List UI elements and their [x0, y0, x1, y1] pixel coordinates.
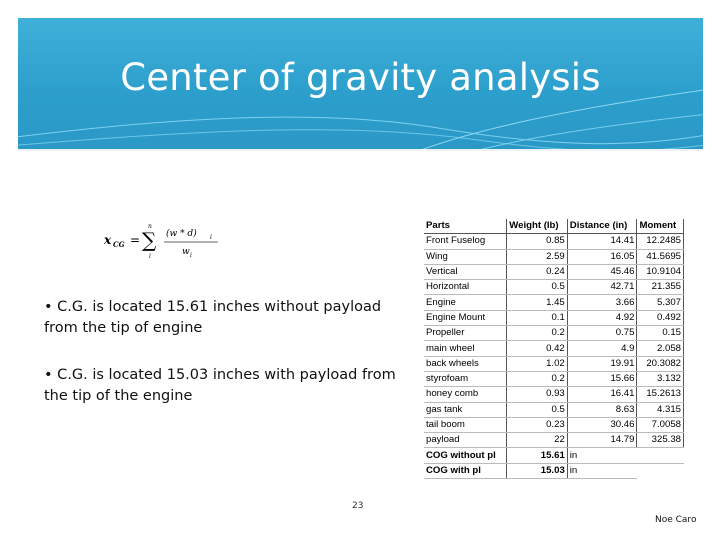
cell-distance: 30.46: [567, 417, 637, 432]
cell-weight: 0.5: [507, 402, 568, 417]
cell-distance: 3.66: [567, 295, 637, 310]
formula-denominator: w: [182, 247, 190, 257]
formula-lhs-sub: CG: [113, 240, 125, 249]
cell-weight: 0.93: [507, 387, 568, 402]
cell-moment: 41.5695: [637, 249, 684, 264]
author-name: Noe Caro: [655, 515, 697, 525]
col-header-distance: Distance (in): [567, 219, 637, 234]
formula-sum-upper: n: [148, 223, 152, 230]
cell-weight: 0.85: [507, 234, 568, 249]
cell-moment: 10.9104: [637, 264, 684, 279]
table-row: [424, 356, 684, 371]
cell-weight: 0.42: [507, 341, 568, 356]
cell-total-unit: in: [567, 463, 637, 478]
bullet-cg-with-payload: • C.G. is located 15.03 inches with payload from the tip of the engine: [44, 367, 396, 404]
cell-moment: 20.3082: [637, 356, 684, 371]
cell-part: payload: [424, 433, 507, 448]
table-row: [424, 280, 684, 295]
cell-moment: 12.2485: [637, 234, 684, 249]
cell-part: Vertical: [424, 264, 507, 279]
table-row: [424, 310, 684, 325]
cell-weight: 0.2: [507, 326, 568, 341]
cell-part: Wing: [424, 249, 507, 264]
table-row: [424, 264, 684, 279]
cell-weight: 22: [507, 433, 568, 448]
cell-distance: 4.9: [567, 341, 637, 356]
cell-moment: 2.058: [637, 341, 684, 356]
cg-formula-graphic: [100, 218, 230, 264]
cell-weight: 0.5: [507, 280, 568, 295]
table-row: [424, 295, 684, 310]
cell-total-unit: in: [567, 448, 637, 463]
cell-moment: 7.0058: [637, 417, 684, 432]
page-number: 23: [352, 501, 364, 511]
cell-part: tail boom: [424, 417, 507, 432]
cell-part: gas tank: [424, 402, 507, 417]
cell-part: Engine: [424, 295, 507, 310]
cell-part: Horizontal: [424, 280, 507, 295]
table-row: [424, 341, 684, 356]
cell-part: Propeller: [424, 326, 507, 341]
cell-distance: 0.75: [567, 326, 637, 341]
table-row-cog-with-payload: [424, 463, 684, 478]
cell-moment: 15.2613: [637, 387, 684, 402]
table-row-cog-without-payload: [424, 448, 684, 463]
formula-equals: =: [130, 233, 141, 247]
cell-distance: 45.46: [567, 264, 637, 279]
cell-distance: 15.66: [567, 371, 637, 386]
cg-formula: [100, 218, 230, 264]
table-header-row: [424, 219, 684, 234]
cell-total-label: COG with pl: [424, 463, 507, 478]
table-row: [424, 326, 684, 341]
formula-numerator-sub: i: [210, 234, 212, 241]
cell-moment: 0.15: [637, 326, 684, 341]
cell-part: Front Fuselog: [424, 234, 507, 249]
cell-distance: 14.41: [567, 234, 637, 249]
table-row: [424, 402, 684, 417]
table-row: [424, 371, 684, 386]
cell-part: Engine Mount: [424, 310, 507, 325]
cell-empty: [637, 463, 684, 478]
formula-sum-lower: i: [149, 253, 151, 260]
cell-distance: 19.91: [567, 356, 637, 371]
cell-distance: 4.92: [567, 310, 637, 325]
formula-numerator: (w * d): [166, 229, 197, 239]
cell-weight: 0.24: [507, 264, 568, 279]
col-header-parts: Parts: [424, 219, 507, 234]
table-row: [424, 387, 684, 402]
table-row: [424, 433, 684, 448]
cell-moment: 5.307: [637, 295, 684, 310]
formula-sum: ∑: [142, 228, 157, 252]
cell-weight: 0.2: [507, 371, 568, 386]
cell-part: main wheel: [424, 341, 507, 356]
cell-distance: 42.71: [567, 280, 637, 295]
cell-distance: 14.79: [567, 433, 637, 448]
cell-moment: 0.492: [637, 310, 684, 325]
cell-weight: 1.02: [507, 356, 568, 371]
cell-total-label: COG without pl: [424, 448, 507, 463]
cell-weight: 1.45: [507, 295, 568, 310]
cell-weight: 0.23: [507, 417, 568, 432]
table-row: [424, 234, 684, 249]
col-header-weight: Weight (lb): [507, 219, 568, 234]
table-row: [424, 417, 684, 432]
cell-moment: 325.38: [637, 433, 684, 448]
cg-table: [424, 219, 684, 479]
cell-part: back wheels: [424, 356, 507, 371]
cell-empty: [637, 448, 684, 463]
cell-distance: 16.05: [567, 249, 637, 264]
cell-distance: 8.63: [567, 402, 637, 417]
cell-weight: 0.1: [507, 310, 568, 325]
cell-moment: 3.132: [637, 371, 684, 386]
title-banner: [18, 18, 703, 151]
cell-total-value: 15.03: [507, 463, 568, 478]
bullet-cg-without-payload: • C.G. is located 15.61 inches without payload from the tip of engine: [44, 299, 382, 336]
cell-part: honey comb: [424, 387, 507, 402]
col-header-moment: Moment: [637, 219, 684, 234]
cell-distance: 16.41: [567, 387, 637, 402]
formula-denominator-sub: i: [190, 252, 192, 259]
cell-weight: 2.59: [507, 249, 568, 264]
cell-total-value: 15.61: [507, 448, 568, 463]
cell-part: styrofoam: [424, 371, 507, 386]
table-row: [424, 249, 684, 264]
cell-moment: 4.315: [637, 402, 684, 417]
formula-lhs: x: [104, 233, 112, 247]
cell-moment: 21.355: [637, 280, 684, 295]
slide-title: Center of gravity analysis: [120, 56, 601, 99]
